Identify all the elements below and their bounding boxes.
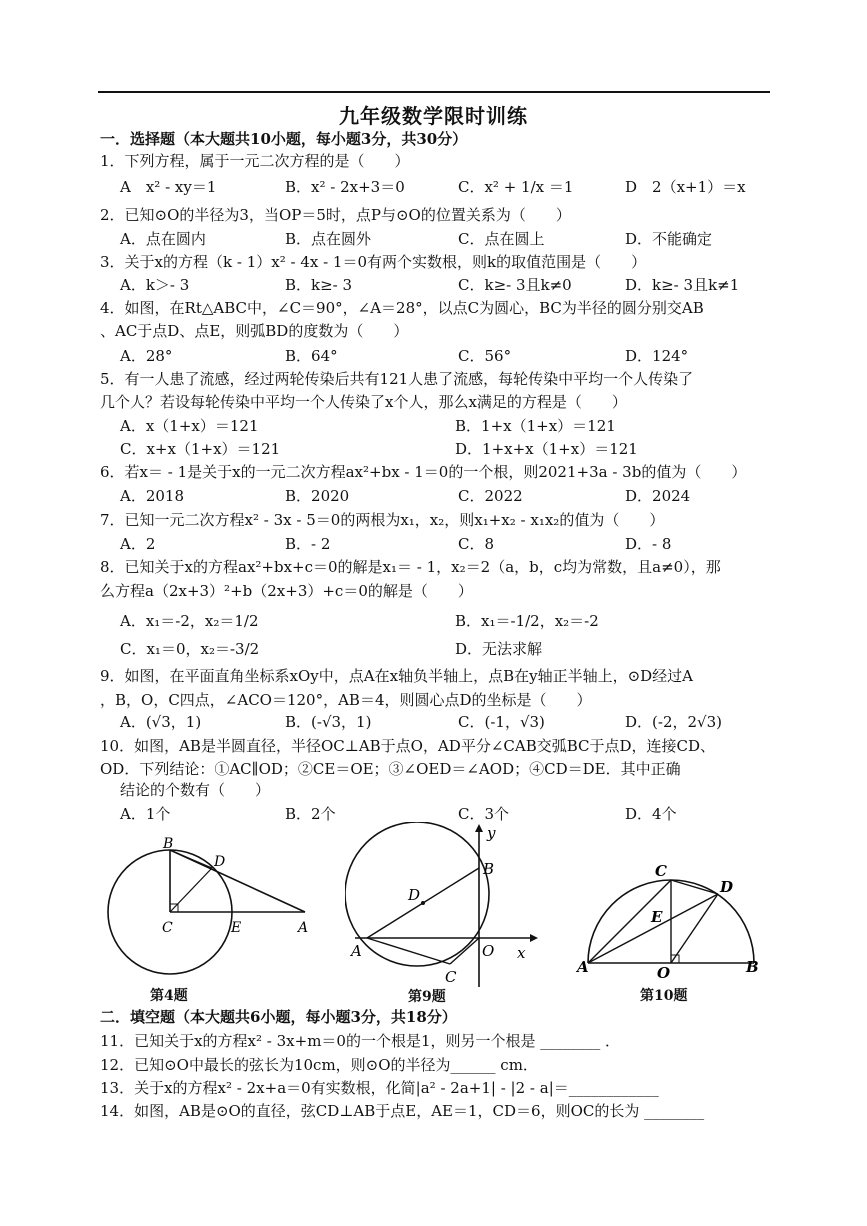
q10-option-a: A．1个 [120,805,171,823]
f10-label-a: A [577,958,589,976]
q1-stem: 1．下列方程，属于一元二次方程的是（ ） [100,152,410,170]
figure-q9 [345,822,540,992]
q2-stem: 2．已知⊙O的半径为3，当OP＝5时，点P与⊙O的位置关系为（ ） [100,206,571,224]
f10-label-o: O [657,964,671,982]
q5-stem-line2: 几个人？若设每轮传染中平均一个人传染了x个人，那么x满足的方程是（ ） [100,393,627,411]
q9-stem-line2: ，B，O，C四点，∠ACO＝120°，AB＝4，则圆心点D的坐标是（ ） [100,691,592,709]
figure-q4 [100,830,320,990]
q5-stem-line1: 5．有一人患了流感，经过两轮传染后共有121人患了流感，每轮传染中平均一个人传染了 [100,370,694,388]
q10-stem-line3: 结论的个数有（ ） [120,781,271,799]
figure-q9-caption: 第9题 [408,989,446,1005]
q9-option-b: B．(-√3，1) [285,713,372,731]
f9-label-x: x [517,944,526,962]
q2-option-a: A．点在圆内 [120,230,206,248]
q10-stem-line2: OD．下列结论：①AC∥OD；②CE＝OE；③∠OED＝∠AOD；④CD＝DE．其中正确 [100,760,681,778]
f10-line-ad [588,894,718,963]
f4-label-e: E [231,920,242,936]
section-fill-heading: 二．填空题（本大题共6小题，每小题3分，共18分） [100,1008,457,1026]
q4-option-b: B．64° [285,347,338,365]
f10-label-e: E [651,908,663,926]
f10-line-cd [671,880,718,894]
q2-option-b: B．点在圆外 [285,230,372,248]
q6-stem: 6．若x＝ - 1是关于x的一元二次方程ax²+bx - 1＝0的一个根，则2021+3a - 3b的值为（ ） [100,463,747,481]
q7-option-d: D．- 8 [625,535,672,553]
q8-option-a: A．x₁＝-2，x₂＝1/2 [120,612,259,630]
q13-stem: 13．关于x的方程x² - 2x+a＝0有实数根，化简|a² - 2a+1| - |2 - a|＝____________ [100,1079,659,1097]
q3-option-b: B．k≥- 3 [285,276,353,294]
q8-option-c: C．x₁＝0，x₂＝-3/2 [120,640,260,658]
f4-label-c: C [162,920,173,936]
f10-line-od [671,894,718,963]
top-rule [98,91,770,93]
q1-option-b: B．x² - 2x+3＝0 [285,178,405,196]
q7-option-a: A．2 [120,535,156,553]
f9-point-d [421,901,425,905]
figure-q10 [575,858,775,983]
q2-option-c: C．点在圆上 [458,230,545,248]
f9-y-arrow [475,824,483,832]
q1-option-d: D 2（x+1）＝x [625,178,746,196]
f9-label-b: B [483,860,495,878]
q11-stem: 11．已知关于x的方程x² - 3x+m＝0的一个根是1，则另一个根是 ________ ． [100,1032,621,1050]
q4-option-c: C．56° [458,347,512,365]
f9-x-arrow [530,934,538,942]
q9-option-c: C．(-1，√3) [458,713,545,731]
q9-stem-line1: 9．如图，在平面直角坐标系xOy中，点A在x轴负半轴上，点B在y轴正半轴上，⊙D经过A [100,667,693,685]
section-choice-heading: 一．选择题（本大题共10小题，每小题3分，共30分） [100,130,468,148]
f9-label-d: D [408,886,421,904]
f4-label-a: A [298,920,309,936]
q1-option-a: A x² - xy＝1 [120,178,217,196]
q14-stem: 14．如图，AB是⊙O的直径，弦CD⊥AB于点E，AE＝1，CD＝6，则OC的长为 ________ [100,1102,705,1120]
q3-option-d: D．k≥- 3且k≠1 [625,276,740,294]
q4-stem-line2: 、AC于点D、点E，则弧BD的度数为（ ） [100,322,409,340]
q3-option-a: A．k＞- 3 [120,276,190,294]
q3-stem: 3．关于x的方程（k - 1）x² - 4x - 1＝0有两个实数根，则k的取值范围是（ ） [100,253,647,271]
f9-label-a: A [351,942,362,960]
q6-option-b: B．2020 [285,487,350,505]
q10-option-d: D．4个 [625,805,677,823]
f9-line-ac [367,938,450,964]
q4-option-a: A．28° [120,347,173,365]
f4-line-cd [170,868,212,912]
q7-option-c: C．8 [458,535,495,553]
f4-label-d: D [214,854,226,870]
f9-label-c: C [445,968,457,986]
f10-label-d: D [720,878,734,896]
q8-option-d: D．无法求解 [455,640,543,658]
figure-q4-caption: 第4题 [150,988,188,1004]
q5-option-d: D．1+x+x（1+x）＝121 [455,440,638,458]
page-title: 九年级数学限时训练 [339,104,528,128]
q10-option-b: B．2个 [285,805,336,823]
q5-option-a: A．x（1+x）＝121 [120,417,259,435]
f4-label-b: B [163,836,174,852]
q6-option-a: A．2018 [120,487,185,505]
q8-stem-line1: 8．已知关于x的方程ax²+bx+c＝0的解是x₁＝ - 1，x₂＝2（a，b，c均为常数，且a≠0），那 [100,558,721,576]
q3-option-c: C．k≥- 3且k≠0 [458,276,572,294]
q7-stem: 7．已知一元二次方程x² - 3x - 5＝0的两根为x₁，x₂，则x₁+x₂ - x₁x₂的值为（ ） [100,511,665,529]
q4-stem-line1: 4．如图，在Rt△ABC中，∠C＝90°，∠A＝28°，以点C为圆心，BC为半径的圆分别交AB [100,299,704,317]
figure-q10-caption: 第10题 [640,988,688,1004]
q10-option-c: C．3个 [458,805,510,823]
q8-stem-line2: 么方程a（2x+3）²+b（2x+3）+c＝0的解是（ ） [100,582,473,600]
q7-option-b: B．- 2 [285,535,331,553]
q4-option-d: D．124° [625,347,689,365]
f10-label-b: B [746,958,759,976]
q10-stem-line1: 10．如图，AB是半圆直径，半径OC⊥AB于点O，AD平分∠CAB交弧BC于点D，连接CD、 [100,737,716,755]
q12-stem: 12．已知⊙O中最长的弦长为10cm，则⊙O的半径为______ cm． [100,1056,538,1074]
q6-option-c: C．2022 [458,487,523,505]
q2-option-d: D．不能确定 [625,230,713,248]
f4-line-bd [170,850,212,868]
q9-option-d: D．(-2，2√3) [625,713,722,731]
q9-option-a: A．(√3，1) [120,713,202,731]
q5-option-c: C．x+x（1+x）＝121 [120,440,281,458]
q5-option-b: B．1+x（1+x）＝121 [455,417,616,435]
q8-option-b: B．x₁＝-1/2，x₂＝-2 [455,612,599,630]
f9-label-y: y [487,824,496,842]
q1-option-c: C．x² + 1/x ＝1 [458,178,574,196]
q6-option-d: D．2024 [625,487,691,505]
f10-label-c: C [655,862,667,880]
f9-label-o: O [482,942,495,960]
f9-line-co [450,938,479,964]
